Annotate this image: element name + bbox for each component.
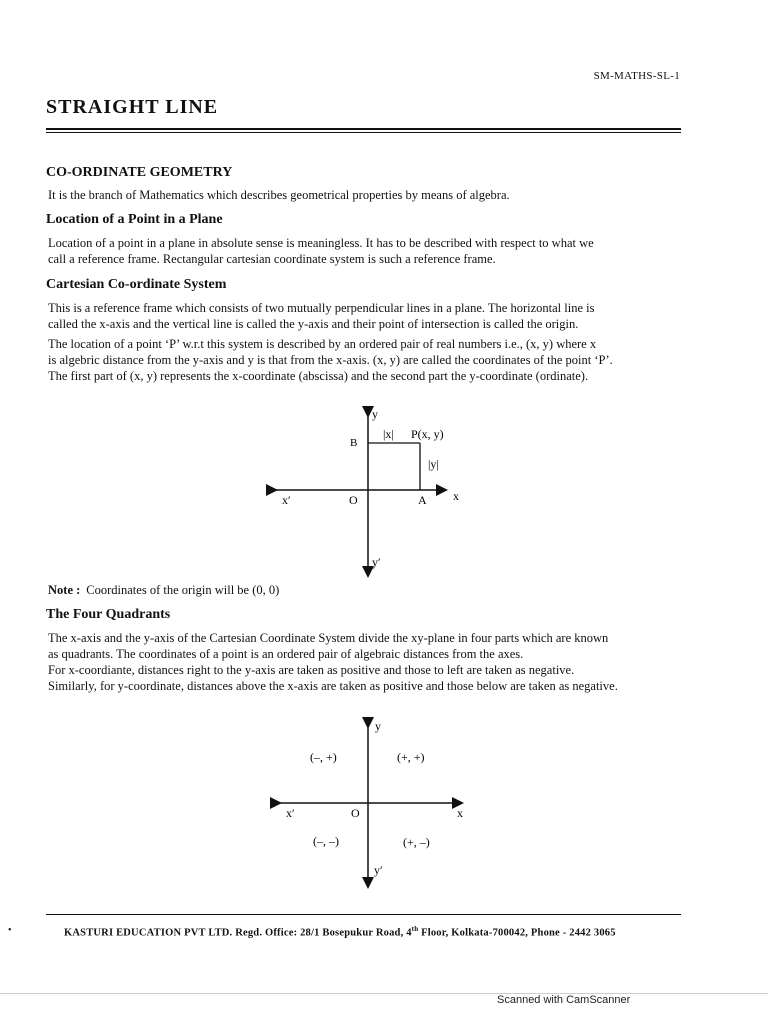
- q-label-y: y: [375, 719, 381, 733]
- q-label-x: x: [457, 806, 463, 820]
- footer-address: [64, 925, 616, 939]
- scan-speck: •: [8, 925, 12, 936]
- label-a: A: [418, 493, 427, 507]
- heading-four-quadrants: The Four Quadrants: [46, 607, 171, 622]
- quadrant-4-label: (+, –): [403, 835, 430, 849]
- quadrant-2-label: (–, +): [310, 750, 337, 764]
- scanner-watermark: Scanned with CamScanner: [497, 994, 631, 1006]
- note-text: Coordinates of the origin will be (0, 0): [86, 583, 280, 597]
- location-line-2: call a reference frame. Rectangular cartesian coordinate system is such a reference frame.: [48, 252, 496, 266]
- quadrants-line-4: Similarly, for y-coordinate, distances above the x-axis are taken as positive and those below are taken as negative.: [48, 679, 618, 693]
- q-label-x-neg: x′: [286, 806, 295, 820]
- page-title: STRAIGHT LINE: [46, 96, 219, 118]
- cartesian-line-4: is algebric distance from the y-axis and y is that from the x-axis. (x, y) are called the coordinates of the point ‘P’.: [48, 353, 613, 367]
- heading-coordinate-geometry: CO-ORDINATE GEOMETRY: [46, 165, 233, 180]
- scanner-separator: [0, 993, 768, 994]
- quadrants-line-2: as quadrants. The coordinates of a point is an ordered pair of algebraic distances from the axes.: [48, 647, 524, 661]
- label-x-neg: x′: [282, 493, 291, 507]
- coordinate-diagram: [272, 407, 459, 572]
- cartesian-line-2: called the x-axis and the vertical line is called the y-axis and their point of intersection is called the origin.: [48, 317, 579, 331]
- label-abs-y: |y|: [428, 457, 439, 471]
- label-point-p: P(x, y): [411, 427, 444, 441]
- quadrants-line-1: The x-axis and the y-axis of the Cartesian Coordinate System divide the xy-plane in four parts which are known: [48, 631, 609, 645]
- label-abs-x: |x|: [383, 427, 394, 441]
- coordinate-geometry-text: It is the branch of Mathematics which describes geometrical properties by means of algebra.: [48, 188, 510, 202]
- cartesian-line-5: The first part of (x, y) represents the x-coordinate (abscissa) and the second part the y-coordinate (ordinate).: [48, 369, 589, 383]
- label-b: B: [350, 437, 358, 449]
- label-y-neg: y′: [372, 555, 381, 569]
- footer-sup: th: [411, 925, 419, 933]
- quadrant-3-label: (–, –): [313, 834, 339, 848]
- cartesian-line-1: This is a reference frame which consists of two mutually perpendicular lines in a plane. The horizontal line is: [48, 301, 595, 315]
- footer-text-before: KASTURI EDUCATION PVT LTD. Regd. Office: 28/1 Bosepukur Road, 4: [64, 927, 412, 939]
- quadrants-paragraph: [48, 630, 688, 694]
- heading-cartesian: Cartesian Co-ordinate System: [46, 277, 227, 292]
- cartesian-line-3: The location of a point ‘P’ w.r.t this system is described by an ordered pair of real numbers i.e., (x, y) where x: [48, 337, 597, 351]
- heading-location: Location of a Point in a Plane: [46, 212, 223, 227]
- quadrants-line-3: For x-coordiante, distances right to the y-axis are taken as positive and those to left are taken as negative.: [48, 663, 575, 677]
- note-label: Note :: [48, 583, 81, 597]
- footer-rule: [46, 914, 681, 915]
- label-x: x: [453, 489, 459, 503]
- location-line-1: Location of a point in a plane in absolute sense is meaningless. It has to be described with respect to what we: [48, 236, 594, 250]
- quadrant-diagram: [276, 719, 463, 883]
- q-label-origin: O: [351, 806, 360, 820]
- quadrant-1-label: (+, +): [397, 750, 425, 764]
- label-origin: O: [349, 493, 358, 507]
- document-code: SM-MATHS-SL-1: [593, 70, 680, 82]
- q-label-y-neg: y′: [374, 863, 383, 877]
- label-y: y: [372, 407, 378, 421]
- note: [48, 583, 279, 598]
- footer-text-after: Floor, Kolkata-700042, Phone - 2442 3065: [418, 927, 616, 939]
